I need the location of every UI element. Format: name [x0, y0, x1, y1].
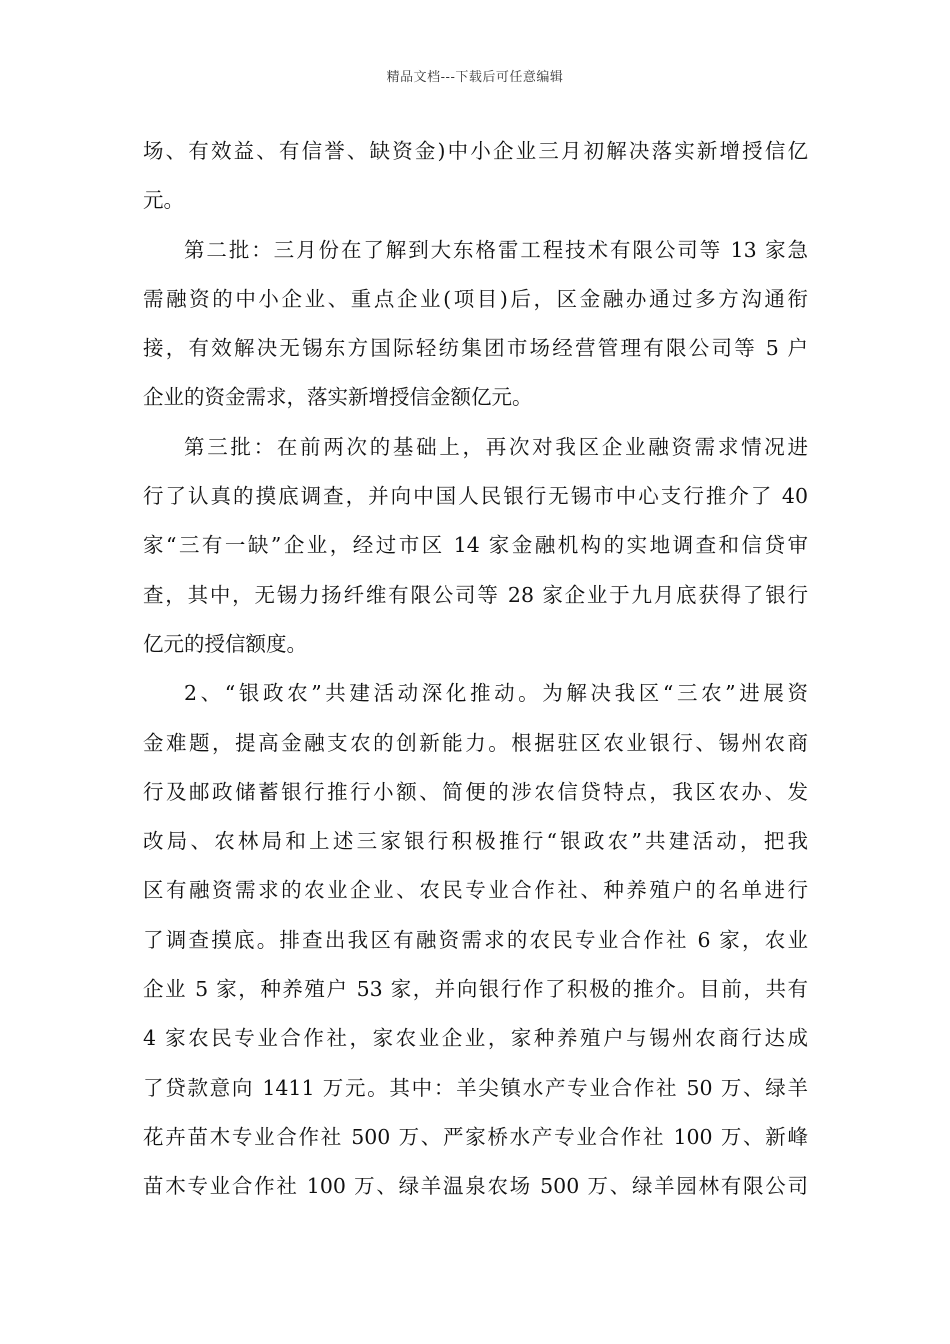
- text-line: 元。: [143, 188, 184, 213]
- text-line: 企业的资金需求，落实新增授信金额亿元。: [143, 385, 533, 410]
- text-line: 了调查摸底。排查出我区有融资需求的农民专业合作社 6 家，农业: [143, 927, 808, 952]
- text-line: 企业 5 家，种养殖户 53 家，并向银行作了积极的推介。目前，共有: [143, 977, 808, 1002]
- text-line: 区有融资需求的农业企业、农民专业合作社、种养殖户的名单进行: [143, 878, 808, 903]
- text-line: 苗木专业合作社 100 万、绿羊温泉农场 500 万、绿羊园林有限公司: [143, 1174, 808, 1199]
- page-header: 精品文档---下载后可任意编辑: [386, 70, 564, 85]
- text-line: 了贷款意向 1411 万元。其中：羊尖镇水产专业合作社 50 万、绿羊: [143, 1075, 808, 1100]
- text-line: 4 家农民专业合作社，家农业企业，家种养殖户与锡州农商行达成: [143, 1026, 808, 1051]
- text-line: 接，有效解决无锡东方国际轻纺集团市场经营管理有限公司等 5 户: [143, 336, 808, 361]
- text-line: 第三批：在前两次的基础上，再次对我区企业融资需求情况进: [184, 434, 808, 459]
- text-line: 场、有效益、有信誉、缺资金)中小企业三月初解决落实新增授信亿: [143, 139, 808, 163]
- document-body: [143, 127, 808, 1212]
- text-line: 行了认真的摸底调查，并向中国人民银行无锡市中心支行推介了 40: [143, 484, 808, 509]
- text-line: 家“三有一缺”企业，经过市区 14 家金融机构的实地调查和信贷审: [143, 533, 808, 558]
- text-line: 第二批：三月份在了解到大东格雷工程技术有限公司等 13 家急: [184, 237, 808, 262]
- text-line: 查，其中，无锡力扬纤维有限公司等 28 家企业于九月底获得了银行: [143, 582, 808, 607]
- text-line: 需融资的中小企业、重点企业(项目)后，区金融办通过多方沟通衔: [143, 286, 808, 311]
- text-line: 亿元的授信额度。: [143, 631, 307, 656]
- text-line: 行及邮政储蓄银行推行小额、简便的涉农信贷特点，我区农办、发: [143, 779, 808, 804]
- text-line: 金难题，提高金融支农的创新能力。根据驻区农业银行、锡州农商: [143, 730, 808, 755]
- text-line: 花卉苗木专业合作社 500 万、严家桥水产专业合作社 100 万、新峰: [143, 1124, 808, 1149]
- text-line: 2、“银政农”共建活动深化推动。为解决我区“三农”进展资: [184, 681, 808, 706]
- text-line: 改局、农林局和上述三家银行积极推行“银政农”共建活动，把我: [143, 829, 808, 854]
